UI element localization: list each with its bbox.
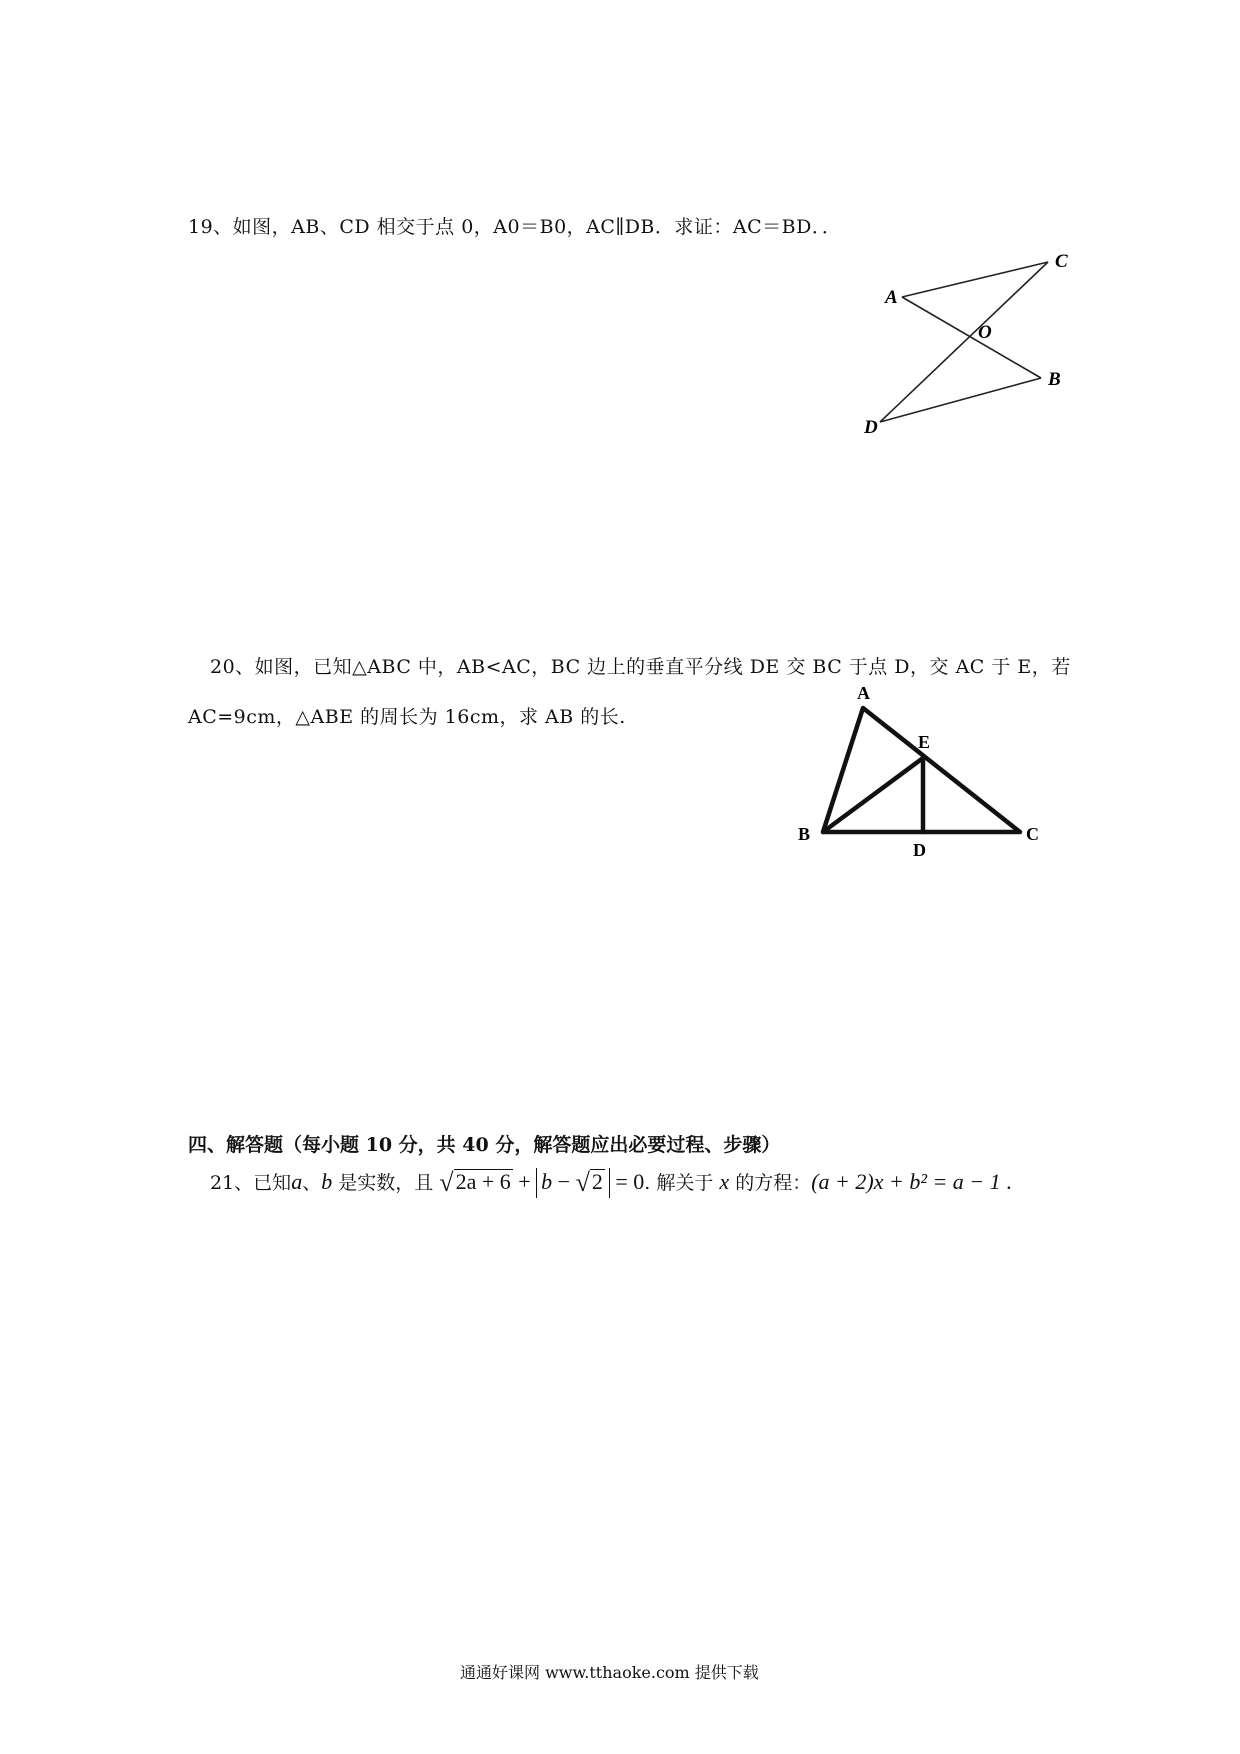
q20-figure [780,680,1060,860]
q21-mid: 是实数，且 [332,1172,434,1194]
q20-line2: AC=9cm，△ABE 的周长为 16cm，求 AB 的长. [188,706,626,728]
radical-sign: √ [575,1168,590,1197]
label-B: B [1048,369,1061,390]
q21-abs-b: b [541,1169,553,1194]
q21-sqrt-radicand: 2a + 6 [455,1169,511,1194]
q21-eq-intro: 的方程： [729,1172,812,1194]
label-O: O [978,322,992,343]
q21-prefix: 21、已知 [210,1172,292,1194]
q21-eq-zero: = 0 [609,1169,645,1194]
q21-var-b: b [321,1169,333,1194]
q21-line [210,1168,1012,1198]
q20-line1: 20、如图，已知△ABC 中，AB<AC，BC 边上的垂直平分线 DE 交 BC 于点 D，交 AC 于 E，若 [210,656,1071,678]
label-C: C [1055,251,1068,272]
label-D: D [864,417,878,438]
q21-abs-sqrt: 2 [591,1169,603,1194]
radical-sign: √ [439,1168,454,1197]
footer-text: 通通好课网 www.tthaoke.com 提供下载 [460,1663,759,1682]
segment-BE [823,758,923,832]
label-C: C [1026,824,1039,844]
q21-var-x: x [719,1169,730,1194]
label-D: D [913,840,926,860]
q21-end: . [1000,1169,1012,1194]
q21-condition [439,1168,645,1197]
segment-CD [880,262,1048,422]
q21-plus: + [512,1169,537,1194]
label-B: B [798,824,811,844]
section4-title: 四、解答题（每小题 10 分，共 40 分，解答题应出必要过程、步骤） [188,1134,781,1156]
q21-solve: . 解关于 [644,1172,720,1194]
label-E: E [918,732,931,752]
q21-abs [536,1168,610,1198]
q21-abs-minus: − [552,1169,576,1194]
q21-sep: 、 [302,1172,322,1194]
label-A: A [857,683,870,703]
segment-AC [902,262,1048,297]
q21-var-a: a [291,1169,303,1194]
q21-equation: (a + 2)x + b² = a − 1 [811,1169,1001,1194]
segment-AB [902,297,1041,378]
label-A: A [885,287,898,308]
q19-figure [860,245,1090,445]
q19-text: 19、如图，AB、CD 相交于点 0，A0＝B0，AC∥DB．求证：AC＝BD．． [188,216,842,238]
